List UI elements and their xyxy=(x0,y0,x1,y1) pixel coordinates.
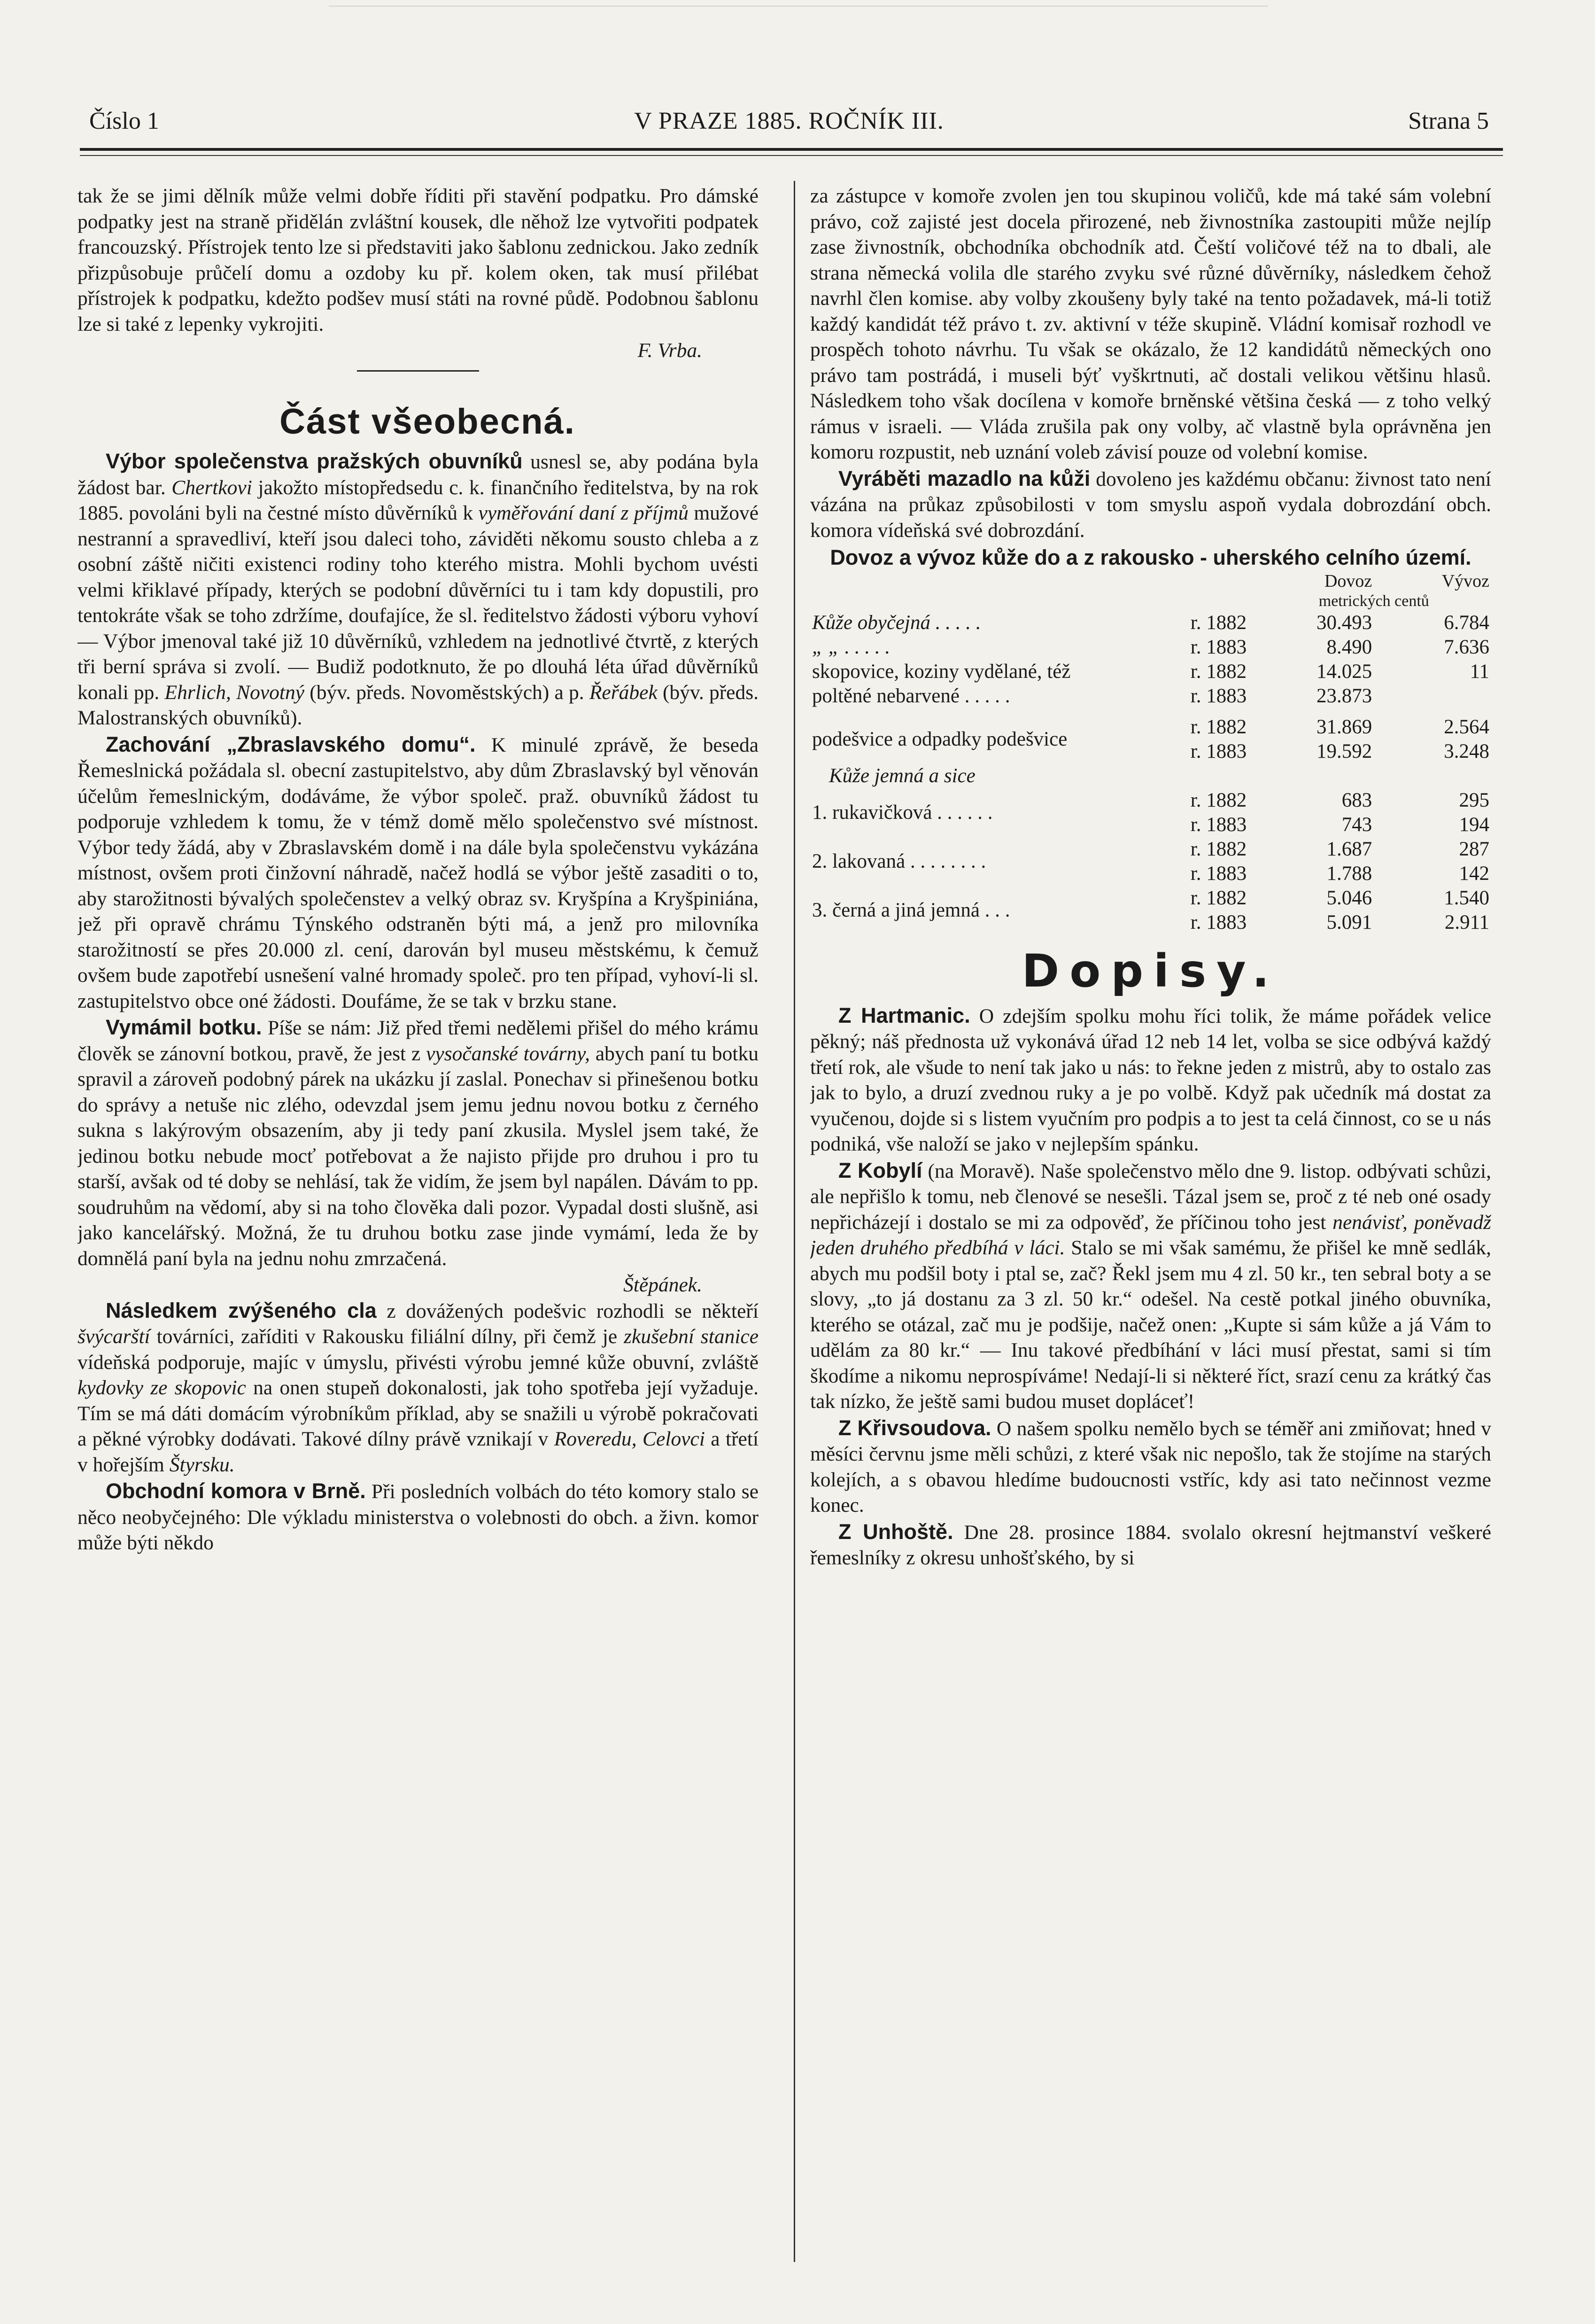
trade-table-title: Dovoz a vývoz kůže do a z rakousko - uherského celního území. xyxy=(830,545,1471,569)
running-header xyxy=(89,107,1489,145)
table-row: skopovice, koziny vydělané, též r. 1882 14.025 11 xyxy=(812,661,1489,683)
item-headline: Z Kobylí xyxy=(838,1158,922,1182)
news-item-customs: Následkem zvýšeného cla z dovážených podešvic rozhodli se někteří švýcarští továrníci, zaříditi v Rakousku filiální dílny, při čemž je zkušební stanice vídeňská podporuje, majíc v úmyslu, přivésti výrobu jemné kůže obuvní, zvláště kydovky ze skopovic na onen stupeň dokonalosti, jak toho spotřeba její vyžaduje. Tím se má dáti domácím výrobníkům příklad, aby se snažili u výrobě pokračovati a pěkné výrobky dodávati. Takové dílny právě vznikají v Roveredu, Celovci a třetí v hořejším Štyrsku. xyxy=(77,1298,759,1476)
item-headline: Z Hartmanic. xyxy=(838,1003,970,1027)
section-title: Část všeobecná. xyxy=(279,401,575,442)
scan-artifact xyxy=(329,6,1268,10)
table-row: r. 1883 1.788 142 xyxy=(1190,863,1489,885)
item-headline: Následkem zvýšeného cla xyxy=(106,1298,377,1322)
item-headline: Vymámil botku. xyxy=(106,1015,262,1039)
news-item-stolen-shoe: Vymámil botku. Píše se nám: Již před třemi nedělemi přišel do mého krámu člověk se zánovní botkou, pravě, že jest z vysočanské továrny, abych paní tu botku spravil a zároveň podobný párek na ukázku jí zaslal. Ponechav si přinešenou botku do správy a netuše nic zlého, odevzdal jsem jemu jednu novou botku z černého sukna s lakýrovým obsazením, aby ji tedy paní zkusila. Myslel jsem také, že jedinou botku nebude mocť potřebovat a že najisto přijde pro druhou i pro tu starší, avšak od té doby se nehlásí, tak že vidím, že jsem byl napálen. Dávám to pp. soudruhům na vědomí, aby si na toho člověka dali pozor. Vypadal dosti slušně, asi jako kancelářský. Možná, že tu druhou botku zase jinde vymámí, leda že by domnělá paní byla na jednu nohu zmrzačená. xyxy=(77,1015,759,1270)
header-rule-thick xyxy=(80,148,1503,151)
table-row: „ „ . . . . . r. 1883 8.490 7.636 xyxy=(812,636,1489,658)
item-headline: Z Křivsoudova. xyxy=(838,1415,991,1440)
table-row: poltěné nebarvené . . . . . r. 1883 23.873 xyxy=(812,685,1372,707)
column-header-export: Vývoz xyxy=(1441,571,1489,591)
article-continuation: za zástupce v komoře zvolen jen tou skupinou voličů, kde má také sám volební právo, což zajisté jest docela přirozené, neb živnostníka zastoupiti může nejlíp zase živnostník, obchodníka obchodník atd. Čeští voličové též na to dbali, ale strana německá volila dle starého zvyku své různé důvěrníky, následkem čehož navrhl člen komise. aby volby zkoušeny byly také na tento požadavek, má-li totiž každý kandidát též právo t. zv. aktivní v téže skupině. Vládní komisař rozhodl ve prospěch tohoto návrhu. Tu však se okázalo, že 12 kandidátů německých ono právo tam postrádá, i museli býť vyškrtnuti, ač dostali velikou většinu hlasů. Následkem toho však docílena v komoře brněnské většina česká — z toho velký rámus v israeli. — Vláda zrušila pak ony volby, ač vlastně byla oprávněna jen komoru rozpustit, neb uznání voleb závisí pouze od volební komise. xyxy=(810,185,1491,463)
letter-unhost: Z Unhoště. Dne 28. prosince 1884. svolalo okresní hejtmanství veškeré řemeslníky z okresu unhošťského, by si xyxy=(810,1519,1491,1569)
letter-krivsoudov: Z Křivsoudova. O našem spolku nemělo bych se téměř ani zmiňovat; hned v měsíci červnu jsme měli schůzi, z které však nic nepošlo, tak že stojíme na starých kolejích, a s obavou hledíme budoucnosti vstříc, kdy asi tato nečinnost vezme konec. xyxy=(810,1415,1491,1516)
letter-hartmanice: Z Hartmanic. O zdejším spolku mohu říci tolik, že máme pořádek velice pěkný; náš přednosta už vykonává úřad 12 neb 14 let, volba se sice odbývá každý třetí rok, ale všude to není tak jako u nás: to řekne jeden z mistrů, aby to ostalo zas jak to bylo, a druzí zvednou ruky a je po volbě. Když pak učedník má dostat za vyučenou, dojde si s listem vyučním pro podpis a to jest ta celá činnost, co se u nás podniká, vše naloží se jako v nejlepším spánku. xyxy=(810,1003,1491,1155)
table-row: Kůže obyčejná . . . . . r. 1882 30.493 6.784 xyxy=(812,612,1489,634)
table-row: 1. rukavičková . . . . . . r. 1882 683 295 xyxy=(812,789,1489,824)
column-divider xyxy=(794,181,795,2262)
news-item-zbraslav-house: Zachování „Zbraslavského domu“. K minulé zprávě, že beseda Řemeslnická požádala sl. obecní zastupitelstvo, aby dům Zbraslavský byl věnován účelům řemeslnickým, dodáváme, že výbor společ. praž. obuvníků žádost tu podporuje vzhledem k tomu, že v témž domě mělo společenstvo své místnost. Výbor tedy žádá, aby v Zbraslavském domě i na dále byla společenstvu vykázána místnost, ovšem proti činžovní náhradě, načež hodlá se výbor ještě zasaditi o to, aby starožitnosti bývalých společenstev a velký obraz sv. Kryšpína a Kryšpiniána, jež při opravě chrámu Týnského odstraněn býti má, a jenž pro milovníka starožitností se přes 20.000 zl. cení, darován byl museu městskému, k čemuž ovšem bude zapotřebí usnešení valné hromady společ. pro ten případ, vyhoví-li sl. zastupitelstvo obce oné žádosti. Doufáme, že se tak v brzku stane. xyxy=(77,732,759,1012)
table-row: podešvice a odpadky podešvice r. 1882 31.869 2.564 xyxy=(812,716,1489,750)
unit-label: metrických centů xyxy=(1318,592,1429,610)
header-rule-thin xyxy=(80,155,1503,156)
news-item-lubricant: Vyráběti mazadlo na kůži dovoleno jes každému občanu: živnost tato není vázána na průkaz způsobilosti v tom smyslu aspoň vydala dobrozdání obch. komora vídeňská své dobrozdání. xyxy=(810,466,1491,542)
table-row: 2. lakovaná . . . . . . . . r. 1882 1.687 287 xyxy=(812,838,1489,872)
right-column xyxy=(810,183,1491,2264)
issue-number: Číslo 1 xyxy=(89,108,159,134)
item-headline: Z Unhoště. xyxy=(838,1519,953,1544)
news-item-brno-chamber: Obchodní komora v Brně. Při posledních volbách do této komory stalo se něco neobyčejného: Dle výkladu ministerstva o volebnosti do obch. a živn. komor může býti někdo xyxy=(77,1479,759,1554)
news-item-committee: Výbor společenstva pražských obuvníků usnesl se, aby podána byla žádost bar. Chertkovi jakožto místopředsedu c. k. finančního ředitelstva, by na rok 1885. povoláni byli na čestné místo důvěrníků k vyměřování daní z příjmů mužové nestranní a spravedliví, kteří jsou daleci toho, záviděti někomu sousto chleba a z osobní záště ničiti existenci rodiny toho kterého mistra. Mohli bychom uvésti velmi křiklavé případy, kterých se podobní důvěrníci tu i tam kdy dopustili, pro tentokráte však se toho zdržíme, doufajíce, že sl. ředitelstvo žádosti výboru vyhoví — Výbor jmenoval také již 10 důvěrníků, vzhledem na jednotlivé čtvrtě, z kterých tři berní správa si zvolí. — Budiž podotknuto, že po dlouhá léta úřad důvěrníků konali pp. Ehrlich, Novotný (býv. předs. Novoměstských) a p. Řeřábek (býv. předs. Malostranských obuvníků). xyxy=(77,449,759,729)
column-header-import: Dovoz xyxy=(1324,571,1372,591)
leather-trade-table xyxy=(810,570,1491,935)
item-headline: Zachování „Zbraslavského domu“. xyxy=(106,732,476,756)
author-signature: F. Vrba. xyxy=(637,339,702,362)
table-row: r. 1883 5.091 2.911 xyxy=(1190,911,1489,933)
article-continuation: tak že se jimi dělník může velmi dobře říditi při stavění podpatku. Pro dámské podpatky jest na straně přidělán zvláštní kousek, dle něhož lze vytvořiti podpatek francouzský. Přístrojek tento lze si představiti jako šablonu zednickou. Jako zedník přizpůsobuje průčelí domu a ozdoby ku př. kolem oken, tak musí přilébat přístrojek k podpatku, kdežto podšev musí státi na rovné půdě. Podobnou šablonu lze si také z lepenky vykrojiti. xyxy=(77,185,759,335)
letter-kobyli: Z Kobylí (na Moravě). Naše společenstvo mělo dne 9. listop. odbývati schůzi, ale nepřišlo k tomu, neb členové se nesešli. Tázal jsem se, proč z té neb oné osady nepřicházejí i dostalo se mi za odpověď, že příčinou toho jest nenávisť, poněvadž jeden druhého předbíhá v láci. Stalo se mi však samému, že přišel ke mně sedlák, abych mu podšil boty i ptal se, zač? Řekl jsem mu 4 zl. 50 kr., ten sebral boty a se slovy, „to já dostanu za 3 zl. 50 kr.“ odešel. Na cestě potkal jiného obuvníka, kterého se otázal, zač mu je podšije, načež onen: „Kupte si sám kůže a já Vám to udělám za 80 kr.“ — Inu takové předbíhání v láci musí přestat, sami si tím škodíme a nikomu neprospíváme! Nedají-li si některé říct, srazí cenu za krátký čas tak nízko, že ještě sami budou muset dopláceť! xyxy=(810,1158,1491,1413)
issue-date-volume: V PRAZE 1885. ROČNÍK III. xyxy=(634,108,944,134)
left-column xyxy=(77,183,759,2264)
item-headline: Vyráběti mazadlo na kůži xyxy=(838,466,1091,490)
table-group-heading: Kůže jemná a sice xyxy=(829,765,976,787)
item-headline: Výbor společenstva pražských obuvníků xyxy=(106,449,523,473)
table-row: 3. černá a jiná jemná . . . r. 1882 5.046 1.540 xyxy=(812,887,1489,921)
section-title-letters: Dopisy. xyxy=(1022,945,1280,997)
item-headline: Obchodní komora v Brně. xyxy=(106,1479,366,1503)
author-signature: Štěpánek. xyxy=(623,1274,702,1296)
table-row: r. 1883 19.592 3.248 xyxy=(1190,740,1489,762)
article-separator xyxy=(357,370,479,372)
page-number: Strana 5 xyxy=(1408,108,1489,134)
table-row: r. 1883 743 194 xyxy=(1190,814,1489,836)
